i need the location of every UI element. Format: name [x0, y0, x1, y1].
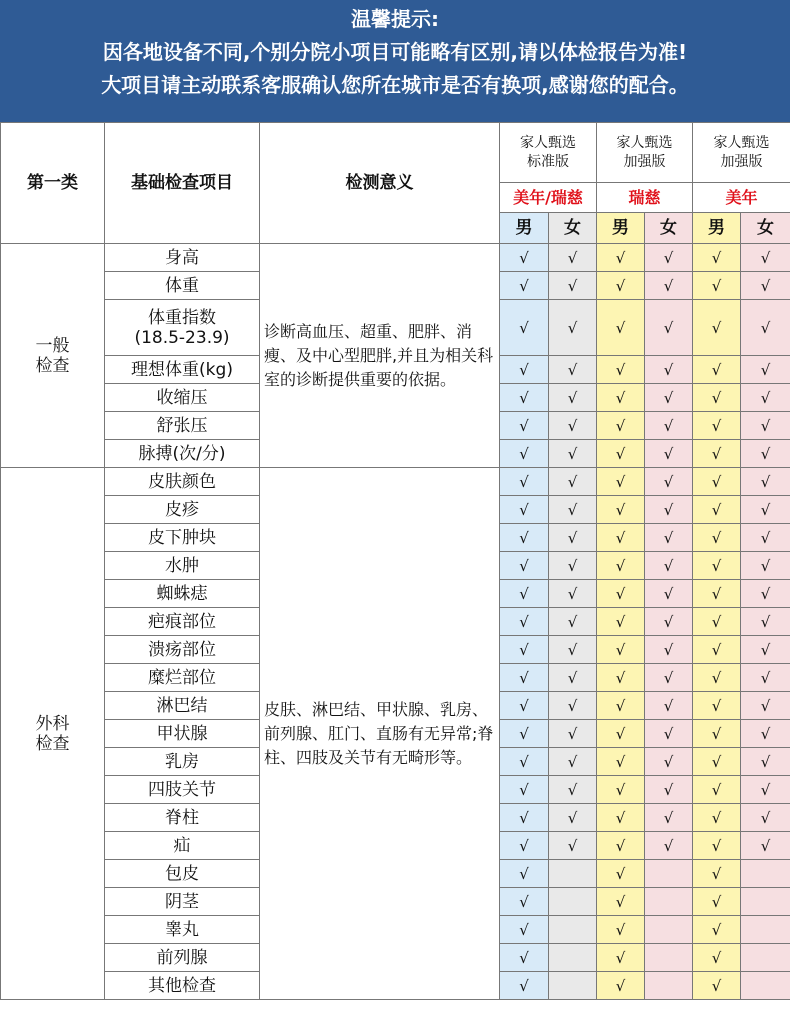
female-check: √ — [549, 440, 597, 468]
female-check: √ — [645, 244, 693, 272]
item-label-line: 蜘蛛痣 — [156, 583, 208, 604]
item-label — [105, 412, 260, 440]
male-check: √ — [500, 832, 549, 860]
male-check: √ — [597, 860, 645, 888]
item-label-line: 甲状腺 — [156, 723, 208, 744]
female-check: √ — [645, 580, 693, 608]
male-check: √ — [500, 972, 549, 1000]
package-name-line: 加强版 — [623, 153, 666, 170]
female-check — [549, 944, 597, 972]
section-name-line: 检查 — [35, 733, 70, 754]
female-check — [549, 860, 597, 888]
item-label — [105, 636, 260, 664]
female-check: √ — [645, 664, 693, 692]
item-label-line: 包皮 — [165, 863, 199, 884]
male-check: √ — [500, 580, 549, 608]
female-check: √ — [741, 244, 790, 272]
package-tag: 美年 — [693, 183, 790, 213]
male-check: √ — [693, 916, 741, 944]
female-check: √ — [549, 468, 597, 496]
male-check: √ — [597, 384, 645, 412]
header-meaning: 检测意义 — [260, 123, 500, 244]
male-check: √ — [693, 524, 741, 552]
exam-items-table — [0, 122, 790, 1000]
male-check: √ — [693, 944, 741, 972]
female-check: √ — [645, 552, 693, 580]
female-check: √ — [741, 692, 790, 720]
item-label — [105, 664, 260, 692]
item-label-line: 前列腺 — [156, 947, 208, 968]
item-label-line: 身高 — [165, 247, 199, 268]
female-check: √ — [549, 804, 597, 832]
male-check: √ — [693, 244, 741, 272]
male-check: √ — [500, 272, 549, 300]
item-label-line: 体重指数 — [148, 307, 216, 328]
female-check: √ — [741, 580, 790, 608]
male-check: √ — [500, 244, 549, 272]
item-label — [105, 776, 260, 804]
female-check — [741, 972, 790, 1000]
male-check: √ — [693, 440, 741, 468]
package-name-line: 加强版 — [720, 153, 763, 170]
male-check: √ — [597, 496, 645, 524]
female-check: √ — [645, 636, 693, 664]
item-label-line: 淋巴结 — [156, 695, 208, 716]
male-check: √ — [693, 272, 741, 300]
male-check: √ — [500, 608, 549, 636]
male-check: √ — [693, 972, 741, 1000]
section-name-line: 外科 — [35, 713, 70, 734]
female-check: √ — [645, 608, 693, 636]
item-meaning: 诊断高血压、超重、肥胖、消瘦、及中心型肥胖,并且为相关科室的诊断提供重要的依据。 — [260, 244, 500, 468]
item-label-line: 皮下肿块 — [148, 527, 216, 548]
male-check: √ — [693, 608, 741, 636]
package-name — [693, 123, 790, 183]
package-tag: 瑞慈 — [597, 183, 693, 213]
female-check: √ — [549, 552, 597, 580]
item-label — [105, 692, 260, 720]
male-check: √ — [597, 300, 645, 356]
item-label-line: 皮疹 — [165, 499, 199, 520]
female-check: √ — [549, 300, 597, 356]
item-label — [105, 356, 260, 384]
item-label — [105, 748, 260, 776]
item-label — [105, 468, 260, 496]
item-label-line: 疤痕部位 — [148, 611, 216, 632]
female-header: 女 — [549, 213, 597, 244]
item-label-line: 其他检查 — [148, 975, 216, 996]
package-name-line: 标准版 — [527, 153, 569, 170]
female-check: √ — [741, 272, 790, 300]
female-check — [741, 916, 790, 944]
package-name-line: 家人甄选 — [713, 134, 770, 151]
male-check: √ — [500, 692, 549, 720]
package-name — [597, 123, 693, 183]
item-label — [105, 524, 260, 552]
item-label — [105, 580, 260, 608]
package-name-line: 家人甄选 — [616, 134, 673, 151]
female-check — [549, 916, 597, 944]
female-check — [645, 916, 693, 944]
female-check: √ — [645, 412, 693, 440]
female-check: √ — [645, 832, 693, 860]
female-check: √ — [549, 692, 597, 720]
male-check: √ — [597, 804, 645, 832]
female-check: √ — [645, 524, 693, 552]
male-check: √ — [693, 468, 741, 496]
male-check: √ — [597, 776, 645, 804]
male-check: √ — [597, 412, 645, 440]
section-name — [1, 244, 105, 468]
male-check: √ — [693, 412, 741, 440]
male-check: √ — [597, 552, 645, 580]
item-label-line: 溃疡部位 — [148, 639, 216, 660]
male-check: √ — [500, 720, 549, 748]
male-check: √ — [693, 552, 741, 580]
female-check: √ — [549, 580, 597, 608]
item-label-line: (18.5-23.9) — [134, 327, 230, 348]
male-check: √ — [500, 440, 549, 468]
notice-line-1: 因各地设备不同,个别分院小项目可能略有区别,请以体检报告为准! — [102, 40, 688, 64]
female-check: √ — [741, 300, 790, 356]
male-check: √ — [597, 832, 645, 860]
female-check: √ — [549, 832, 597, 860]
notice-line-2: 大项目请主动联系客服确认您所在城市是否有换项,感谢您的配合。 — [101, 73, 689, 97]
item-label-line: 皮肤颜色 — [148, 471, 216, 492]
female-check — [549, 972, 597, 1000]
item-label-line: 阴茎 — [165, 891, 199, 912]
item-label-line: 脊柱 — [165, 807, 199, 828]
male-check: √ — [597, 636, 645, 664]
male-check: √ — [597, 692, 645, 720]
female-check: √ — [549, 748, 597, 776]
female-check — [741, 888, 790, 916]
female-check: √ — [741, 356, 790, 384]
female-check: √ — [549, 664, 597, 692]
female-check — [741, 944, 790, 972]
female-check: √ — [549, 720, 597, 748]
item-label-line: 体重 — [165, 275, 199, 296]
male-check: √ — [500, 636, 549, 664]
item-label — [105, 440, 260, 468]
male-check: √ — [500, 300, 549, 356]
item-label — [105, 608, 260, 636]
male-check: √ — [500, 916, 549, 944]
female-check — [645, 944, 693, 972]
item-label — [105, 496, 260, 524]
female-check: √ — [645, 776, 693, 804]
female-check: √ — [645, 384, 693, 412]
male-check: √ — [597, 664, 645, 692]
female-check: √ — [645, 272, 693, 300]
item-label — [105, 244, 260, 272]
female-check: √ — [741, 776, 790, 804]
male-check: √ — [597, 748, 645, 776]
female-check: √ — [741, 524, 790, 552]
female-check: √ — [645, 300, 693, 356]
female-check: √ — [741, 468, 790, 496]
male-check: √ — [597, 524, 645, 552]
female-check: √ — [549, 496, 597, 524]
male-check: √ — [500, 748, 549, 776]
male-check: √ — [597, 888, 645, 916]
item-label — [105, 552, 260, 580]
item-label — [105, 720, 260, 748]
female-check — [645, 972, 693, 1000]
male-check: √ — [500, 412, 549, 440]
female-check: √ — [741, 412, 790, 440]
male-check: √ — [597, 356, 645, 384]
package-tag: 美年/瑞慈 — [500, 183, 597, 213]
item-label-line: 脉搏(次/分) — [138, 443, 226, 464]
female-header: 女 — [741, 213, 790, 244]
female-check: √ — [741, 636, 790, 664]
item-label-line: 糜烂部位 — [148, 667, 216, 688]
male-check: √ — [500, 804, 549, 832]
section-name — [1, 468, 105, 1000]
male-check: √ — [693, 692, 741, 720]
male-check: √ — [500, 860, 549, 888]
male-header: 男 — [500, 213, 549, 244]
item-label-line: 舒张压 — [156, 415, 208, 436]
female-check: √ — [741, 748, 790, 776]
male-check: √ — [693, 832, 741, 860]
male-check: √ — [693, 636, 741, 664]
female-check: √ — [645, 440, 693, 468]
female-check: √ — [645, 356, 693, 384]
male-check: √ — [597, 580, 645, 608]
female-check: √ — [549, 608, 597, 636]
item-label-line: 理想体重(kg) — [131, 359, 233, 380]
female-check: √ — [549, 244, 597, 272]
female-check: √ — [549, 412, 597, 440]
item-label-line: 水肿 — [165, 555, 199, 576]
male-check: √ — [693, 776, 741, 804]
male-check: √ — [693, 664, 741, 692]
male-check: √ — [693, 384, 741, 412]
item-label — [105, 860, 260, 888]
female-check: √ — [549, 636, 597, 664]
male-check: √ — [500, 888, 549, 916]
male-check: √ — [500, 384, 549, 412]
female-check: √ — [645, 692, 693, 720]
item-label — [105, 384, 260, 412]
male-check: √ — [597, 272, 645, 300]
male-check: √ — [597, 244, 645, 272]
notice-banner — [0, 0, 790, 122]
female-check — [645, 860, 693, 888]
item-label-line: 收缩压 — [156, 387, 208, 408]
male-check: √ — [693, 356, 741, 384]
female-check: √ — [645, 748, 693, 776]
female-check: √ — [645, 804, 693, 832]
item-label — [105, 272, 260, 300]
item-label-line: 四肢关节 — [148, 779, 216, 800]
item-label — [105, 832, 260, 860]
item-label — [105, 888, 260, 916]
item-label — [105, 804, 260, 832]
item-label — [105, 300, 260, 356]
female-check: √ — [549, 776, 597, 804]
male-check: √ — [500, 944, 549, 972]
female-check: √ — [645, 468, 693, 496]
male-check: √ — [693, 804, 741, 832]
male-check: √ — [597, 916, 645, 944]
male-check: √ — [500, 776, 549, 804]
male-header: 男 — [693, 213, 741, 244]
female-check: √ — [549, 356, 597, 384]
male-check: √ — [693, 300, 741, 356]
female-check — [549, 888, 597, 916]
item-label-line: 睾丸 — [165, 919, 199, 940]
item-label-line: 疝 — [173, 835, 191, 856]
male-check: √ — [597, 972, 645, 1000]
male-check: √ — [597, 720, 645, 748]
female-check — [741, 860, 790, 888]
female-check: √ — [549, 524, 597, 552]
package-name-line: 家人甄选 — [520, 134, 576, 151]
male-check: √ — [597, 608, 645, 636]
header-category: 第一类 — [1, 123, 105, 244]
female-check: √ — [741, 664, 790, 692]
male-check: √ — [500, 496, 549, 524]
male-check: √ — [500, 468, 549, 496]
female-check: √ — [741, 804, 790, 832]
section-name-line: 检查 — [35, 355, 70, 376]
female-check: √ — [741, 440, 790, 468]
male-check: √ — [693, 496, 741, 524]
female-check: √ — [549, 384, 597, 412]
female-check: √ — [741, 552, 790, 580]
item-label — [105, 944, 260, 972]
male-check: √ — [500, 524, 549, 552]
male-check: √ — [693, 748, 741, 776]
male-check: √ — [500, 552, 549, 580]
male-check: √ — [693, 860, 741, 888]
female-check: √ — [645, 496, 693, 524]
notice-title: 温馨提示: — [351, 7, 439, 31]
item-label — [105, 916, 260, 944]
female-check: √ — [741, 608, 790, 636]
item-meaning: 皮肤、淋巴结、甲状腺、乳房、前列腺、肛门、直肠有无异常;脊柱、四肢及关节有无畸形等。 — [260, 468, 500, 1000]
item-label — [105, 972, 260, 1000]
female-check: √ — [741, 720, 790, 748]
male-check: √ — [597, 440, 645, 468]
header-item: 基础检查项目 — [105, 123, 260, 244]
male-check: √ — [597, 468, 645, 496]
female-check — [645, 888, 693, 916]
male-check: √ — [693, 720, 741, 748]
male-check: √ — [693, 580, 741, 608]
female-check: √ — [549, 272, 597, 300]
female-check: √ — [741, 384, 790, 412]
male-check: √ — [500, 356, 549, 384]
male-check: √ — [693, 888, 741, 916]
male-header: 男 — [597, 213, 645, 244]
male-check: √ — [597, 944, 645, 972]
female-check: √ — [741, 496, 790, 524]
female-check: √ — [645, 720, 693, 748]
female-check: √ — [741, 832, 790, 860]
female-header: 女 — [645, 213, 693, 244]
item-label-line: 乳房 — [165, 751, 199, 772]
package-name — [500, 123, 597, 183]
section-name-line: 一般 — [35, 335, 70, 356]
male-check: √ — [500, 664, 549, 692]
